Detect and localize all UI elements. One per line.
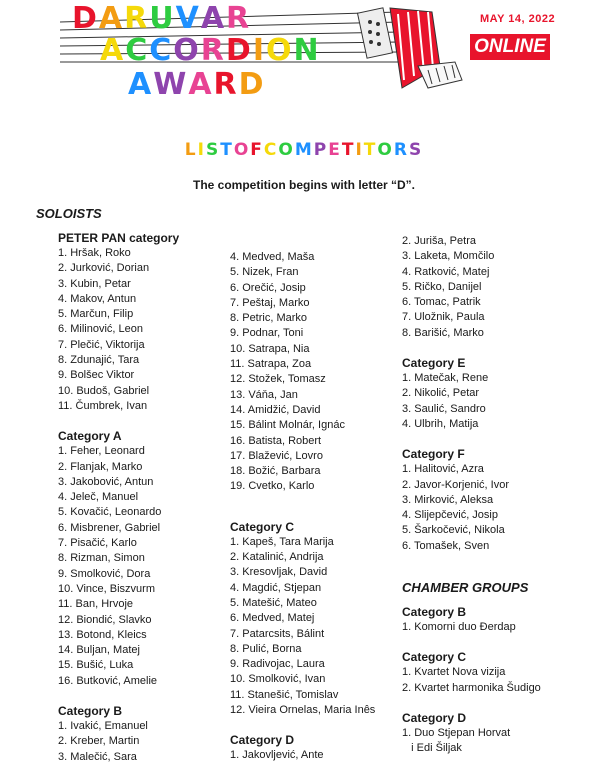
competitor-entry: 1. Halitović, Azra [402,463,484,476]
competitor-entry: 14. Buljan, Matej [58,644,140,657]
competitor-entry: 4. Makov, Antun [58,292,137,305]
competitor-entry: 7. Plečić, Viktorija [58,338,145,351]
entry-list [58,246,179,414]
competitor-entry: 2. Kvartet harmonika Šudigo [402,681,541,694]
competitor-entry: 19. Cvetko, Karlo [230,480,315,493]
entry-list [402,462,509,554]
chamber-groups-heading: CHAMBER GROUPS [402,580,529,595]
entry-list [230,748,375,763]
competitor-entry: 1. Duo Stjepan Horvat [402,726,511,739]
logo-line-3: AWARD [128,67,266,102]
competitor-entry: 3. Saulić, Sandro [402,402,486,415]
competitor-entry: 6. Misbrener, Gabriel [58,521,161,534]
competitor-entry: 1. Matečak, Rene [402,372,489,385]
competitor-entry: 2. Jurković, Dorian [58,262,150,275]
competitor-entry: 2. Flanjak, Marko [58,460,143,473]
competitor-entry: 8. Rizman, Simon [58,552,145,565]
competitor-entry: 16. Batista, Robert [230,434,322,447]
header-banner [0,0,608,110]
logo-line-2: ACCORDION [100,33,321,68]
competitor-entry: 5. Ričko, Danijel [402,280,482,293]
entry-list [402,726,541,757]
competitor-entry: 8. Petric, Marko [230,312,308,325]
entry-list [402,665,541,696]
category-title: Category E [402,356,466,371]
competitor-entry: 8. Zdunajić, Tara [58,354,140,367]
competitor-entry: 9. Smolković, Dora [58,567,151,580]
competitor-entry: 15. Bálint Molnár, Ignác [230,419,345,432]
competitor-entry: 1. Jakovljević, Ante [230,749,324,762]
competitor-entry: 7. Patarcsits, Bálint [230,627,325,640]
competitor-entry: 1. Hršak, Roko [58,247,131,259]
competitor-entry: 11. Čumbrek, Ivan [58,399,148,412]
competitor-entry: 2. Javor-Korjenić, Ivor [402,478,509,491]
competitor-entry: 1. Ivakić, Emanuel [58,720,148,733]
competitor-entry: i Edi Šiljak [402,742,462,755]
competitor-entry: 5. Kovačić, Leonardo [58,506,162,519]
competitor-entry: 9. Radivojac, Laura [230,658,325,671]
competitor-entry: 11. Stanešić, Tomislav [230,688,339,701]
online-badge: ONLINE [470,34,550,60]
competitor-entry: 2. Nikolić, Petar [402,387,480,400]
competitor-entry: 3. Laketa, Momčilo [402,250,495,263]
competitor-entry: 15. Bušić, Luka [58,659,134,672]
competitor-entry: 2. Katalinić, Andrija [230,551,324,564]
competitor-entry: 4. Ratković, Matej [402,265,490,278]
competitor-entry: 10. Satrapa, Nia [230,342,310,355]
competitor-entry: 13. Botond, Kleics [58,628,147,641]
competitor-entry: 10. Vince, Biszvurm [58,582,156,595]
competitor-entry: 4. Jeleč, Manuel [58,491,139,504]
competitor-entry: 1. Feher, Leonard [58,445,145,458]
category-title: Category A [58,429,122,444]
competitor-entry: 3. Malečić, Sara [58,750,137,763]
competitor-entry: 4. Ulbrih, Matija [402,417,479,430]
competitor-entry: 9. Bolšec Viktor [58,369,135,382]
category-title: Category F [402,447,465,462]
competitor-entry: 2. Kreber, Martin [58,735,140,748]
chamber-column [402,604,541,756]
competitor-entry: 5. Šarkočević, Nikola [402,524,505,537]
competitor-entry: 4. Medved, Maša [230,251,315,263]
competitor-entry: 8. Barišić, Marko [402,326,484,339]
competitor-entry: 12. Stožek, Tomasz [230,373,326,386]
competitor-entry: 14. Amidžić, David [230,403,321,416]
competitor-entry: 7. Peštaj, Marko [230,296,310,309]
entry-list [58,719,179,765]
entry-list [402,371,509,432]
competitor-entry: 6. Medved, Matej [230,612,315,625]
competitor-entry: 8. Pulić, Borna [230,642,302,655]
category-title: PETER PAN category [58,231,180,245]
category-title: Category B [402,605,467,619]
competitor-entry: 5. Marčun, Filip [58,308,134,321]
category-title: Category C [230,519,295,534]
competitor-entry: 18. Božić, Barbara [230,465,321,478]
list-title: LISTOFCOMPETITORS [184,140,424,160]
column-3 [402,234,509,554]
competitor-entry: 6. Tomašek, Sven [402,539,490,552]
competitor-entry: 3. Jakobović, Antun [58,475,154,488]
category-title: Category D [230,733,295,748]
competitor-entry: 3. Mirković, Aleksa [402,493,494,506]
competitor-entry: 6. Tomac, Patrik [402,296,481,309]
competition-note: The competition begins with letter “D”. [192,178,415,192]
competitor-entry: 12. Biondić, Slavko [58,613,152,626]
event-date: MAY 14, 2022 [480,13,556,25]
entry-list [402,620,541,635]
category-title: Category B [58,704,123,719]
competitor-entry: 10. Budoš, Gabriel [58,384,150,397]
entry-list [230,535,375,719]
competitor-entry: 5. Nizek, Fran [230,266,299,279]
soloists-heading: SOLOISTS [36,206,102,221]
category-title: Category C [402,650,467,665]
column-1 [58,230,179,765]
competitor-entry: 3. Kresovljak, David [230,566,328,579]
competitor-entry: 9. Podnar, Toni [230,327,304,340]
competitor-entry: 4. Slijepčević, Josip [402,509,498,522]
competitor-entry: 7. Uložnik, Paula [402,311,485,324]
category-title: Category D [402,710,467,725]
competitor-entry: 16. Butković, Amelie [58,674,158,687]
logo-line-1: DARUVAR [72,1,252,36]
entry-list [402,234,509,341]
competitor-entry: 1. Kapeš, Tara Marija [230,535,334,548]
competitor-entry: 2. Juriša, Petra [402,235,476,247]
competitor-entry: 10. Smolković, Ivan [230,673,326,686]
competitor-entry: 1. Kvartet Nova vizija [402,666,506,679]
competitor-entry: 12. Vieira Ornelas, Maria Inês [230,704,376,717]
competitor-entry: 1. Komorni duo Đerdap [402,621,516,633]
column-2 [230,250,375,764]
entry-list [58,444,179,689]
entry-list [230,250,375,495]
competitor-entry: 6. Milinović, Leon [58,323,143,336]
competitor-entry: 5. Matešić, Mateo [230,596,317,609]
competitor-entry: 6. Orečić, Josip [230,281,306,294]
competitor-entry: 4. Magdić, Stjepan [230,581,322,594]
competitor-entry: 11. Satrapa, Zoa [230,358,312,371]
competitor-entry: 7. Pisačić, Karlo [58,537,137,550]
competitor-entry: 17. Blažević, Lovro [230,449,323,462]
competitor-entry: 13. Váňa, Jan [230,388,298,401]
competitor-entry: 11. Ban, Hrvoje [58,598,134,611]
competitor-entry: 3. Kubin, Petar [58,277,131,290]
